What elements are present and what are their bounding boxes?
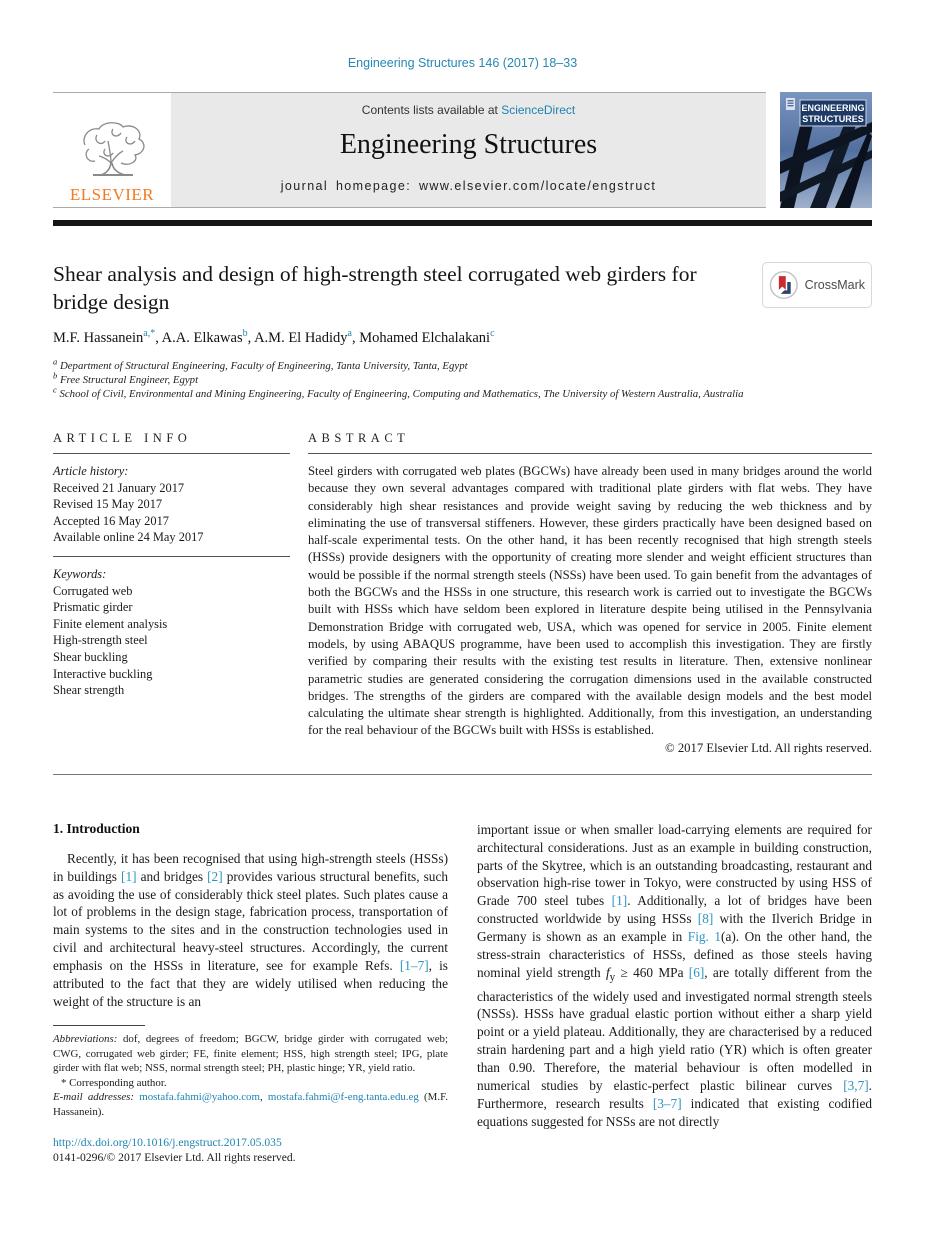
citation-ref[interactable]: [8] bbox=[697, 911, 714, 927]
keyword: Finite element analysis bbox=[53, 616, 168, 631]
abbreviations-footnote: Abbreviations: dof, degrees of freedom; BGCW, bridge girder with corrugated web; CWG, corrugated web girder; FE, finite element; HSS, high strength steel; IPG, plate girder with flat web; NSS, normal strength steel; PH, plastic hinge; YR, yield ratio. bbox=[53, 1032, 448, 1075]
elsevier-logo bbox=[53, 93, 171, 207]
header-divider-bar bbox=[53, 220, 872, 226]
journal-masthead bbox=[171, 93, 766, 207]
citation-ref[interactable]: [1–7] bbox=[399, 958, 429, 974]
email-footnote: E-mail addresses: mostafa.fahmi@yahoo.com, mostafa.fahmi@f-eng.tanta.edu.eg (M.F. Hassanein). bbox=[53, 1091, 448, 1118]
citation-ref[interactable]: [3–7] bbox=[652, 1096, 682, 1111]
issn-copyright-line: 0141-0296/© 2017 Elsevier Ltd. All rights reserved. bbox=[53, 1151, 296, 1165]
keyword: Interactive buckling bbox=[53, 666, 153, 681]
keyword: Shear buckling bbox=[53, 649, 128, 664]
keywords-block bbox=[53, 566, 290, 699]
citation-ref[interactable]: [6] bbox=[688, 965, 705, 980]
article-info-heading: ARTICLE INFO bbox=[53, 431, 192, 445]
journal-header-band bbox=[53, 92, 872, 208]
author: A.M. El Hadidy$^a$, bbox=[254, 328, 360, 346]
affiliation-list bbox=[53, 356, 872, 401]
article-history bbox=[53, 463, 290, 546]
intro-paragraph-left: Recently, it has been recognised that using high-strength steels (HSSs) in buildings [1] and bridges [2] provides various structural benefits, such as avoiding the use of considerably thick steel plates. Such plates cause a lot of problems in the design stage, fabrication process, transportation of main systems to the sites and in the construction technologies used in civil and architectural heavy-steel structures. Accordingly, the current emphasis on the HSSs in literature, see for example Refs. [1–7], is attributed to the fact that they are widely utilised when reducing the weight of the structure is an bbox=[53, 850, 448, 1009]
keyword: Prismatic girder bbox=[53, 600, 133, 615]
elsevier-wordmark: ELSEVIER bbox=[69, 185, 155, 204]
body-right-column bbox=[477, 821, 872, 1166]
citation-ref[interactable]: [3,7] bbox=[843, 1078, 869, 1094]
author: M.F. Hassanein$^{a,*}$, bbox=[53, 328, 162, 346]
article-history-label: Article history: bbox=[53, 464, 129, 478]
journal-page bbox=[53, 0, 872, 1165]
abbreviations-label: Abbreviations: bbox=[53, 1032, 118, 1045]
citation-ref[interactable]: [2] bbox=[207, 868, 223, 884]
crossmark-icon bbox=[769, 270, 799, 300]
paper-title: Shear analysis and design of high-strength steel corrugated web girders for bridge design bbox=[53, 262, 697, 314]
body-left-column bbox=[53, 821, 448, 1166]
history-item: Accepted 16 May 2017 bbox=[53, 513, 169, 528]
author: Mohamed Elchalakani$^c$ bbox=[359, 328, 495, 346]
abstract-copyright: © 2017 Elsevier Ltd. All rights reserved. bbox=[665, 740, 872, 755]
journal-cover-thumbnail bbox=[780, 92, 872, 208]
abstract-text: Steel girders with corrugated web plates (BGCWs) have already been used in many bridges around the world because they own several advantages compared with traditional plate girders with flat webs. They have considerably high shear resistances and provide weight saving by reducing the web thickness and by eliminating the use of transversal stiffeners. However, these girders practically have been designed based on half-scale experimental tests. On the other hand, it has been recently recognised that high strength steels (HSSs) provide designers with the opportunity of creating more slender and weight efficient structures than would be possible if the normal strength steels (NSSs) have been used. To gain benefit from the advantages of both the BGCWs and the HSSs in one structure, this research work is carried out to investigate the BGCWs built with HSSs which have seldom been explored in literature despite being utilised in the Pennsylvania Demonstration Bridge with corrugated web, USA, which was opened for service in 2005. Finite element models, by using ABAQUS programme, have been used to accomplish this investigation. They are firstly verified by comparing their results with the existing test results in literature. Then, extensive nonlinear parametric studies are generated considering the corrugation dimensions used in the available constructed bridges. The strengths of the girders are compared with the available design models and the best model calculating the ultimate shear strength is highlighted. Additionally, from this investigation, an understanding for the real behaviour of the BGCWs built with HSSs is established. bbox=[308, 464, 872, 738]
affiliation: $^a$ Department of Structural Engineering, Faculty of Engineering, Tanta University, Tanta, Egypt bbox=[53, 356, 468, 372]
info-abstract-section bbox=[53, 431, 872, 775]
affiliation: $^b$ Free Structural Engineer, Egypt bbox=[53, 370, 199, 386]
elsevier-tree-icon bbox=[75, 119, 149, 183]
abstract-heading: ABSTRACT bbox=[308, 431, 410, 445]
journal-title: Engineering Structures bbox=[339, 129, 598, 160]
journal-homepage-link[interactable]: journal homepage: www.elsevier.com/locate/engstruct bbox=[280, 179, 657, 193]
doi-link[interactable]: http://dx.doi.org/10.1016/j.engstruct.2017.05.035 bbox=[53, 1136, 282, 1150]
intro-paragraph-right: important issue or when smaller load-carrying elements are required for architectural considerations. Just as an example in building construction, parts of the Skytree, which is an outstanding broadcasting, restaurant and observation high-rise tower in Tokyo, were constructed by using HSS of Grade 700 steel tubes [1]. Additionally, a lot of bridges have been constructed worldwide by using HSSs [8] with the Ilverich Bridge in Germany is shown as an example in Fig. 1(a). On the other hand, the stress-strain characteristics of HSSs, defined as those steels having nominal yield strength $f_y \ge 460$ MPa [6], are totally different from the characteristics of the widely used and investigated normal strength steels (NSSs). HSSs have gradual elastic portion without either a sharp yield point or a yield plateau. Additionally, they are characterised by a reduced strain hardening part and a high yield ratio (YR) which is often greater than 0.90. Therefore, the material behaviour is often modelled in numerical studies by elastic-perfect plastic bilinear curves [3,7]. Furthermore, research results [3–7] indicated that existing codified equations suggested for NSSs are not directly bbox=[477, 821, 873, 1129]
citation-ref[interactable]: [1] bbox=[121, 868, 137, 884]
history-item: Received 21 January 2017 bbox=[53, 480, 185, 495]
cover-title-line2: STRUCTURES bbox=[802, 114, 864, 124]
keyword: Corrugated web bbox=[53, 583, 133, 598]
doi-block bbox=[53, 1135, 448, 1165]
journal-cover-image bbox=[780, 92, 872, 208]
keyword: High-strength steel bbox=[53, 633, 148, 648]
email-link-2[interactable]: mostafa.fahmi@f-eng.tanta.edu.eg bbox=[267, 1091, 419, 1104]
corresponding-author-note: * Corresponding author. bbox=[61, 1076, 167, 1089]
cover-title-line1: ENGINEERING bbox=[801, 103, 865, 113]
history-item: Revised 15 May 2017 bbox=[53, 497, 163, 512]
author: A.A. Elkawas$^b$, bbox=[161, 328, 255, 346]
history-item: Available online 24 May 2017 bbox=[53, 530, 204, 545]
sciencedirect-link[interactable]: ScienceDirect bbox=[501, 103, 576, 117]
figure-ref[interactable]: Fig. 1 bbox=[687, 929, 722, 945]
abstract-column bbox=[308, 431, 872, 756]
keywords-label: Keywords: bbox=[53, 566, 107, 581]
email-label: E-mail addresses: bbox=[53, 1091, 140, 1104]
crossmark-badge[interactable] bbox=[762, 262, 872, 308]
contents-line: Contents lists available at ScienceDirect bbox=[361, 103, 576, 117]
author-list bbox=[53, 330, 872, 347]
citation-ref[interactable]: [1] bbox=[611, 893, 628, 909]
body-columns bbox=[53, 821, 872, 1166]
section-heading-introduction: 1. Introduction bbox=[53, 820, 140, 836]
journal-citation: Engineering Structures 146 (2017) 18–33 bbox=[347, 56, 578, 70]
article-info-column bbox=[53, 431, 290, 756]
email-link-1[interactable]: mostafa.fahmi@yahoo.com bbox=[139, 1091, 260, 1104]
crossmark-label: CrossMark bbox=[804, 278, 865, 292]
keyword: Shear strength bbox=[53, 683, 125, 698]
affiliation: $^c$ School of Civil, Environmental and Mining Engineering, Faculty of Engineering, Computing and Mathematics, The University of Western Australia, Australia bbox=[53, 384, 744, 400]
footnote-divider bbox=[53, 1025, 145, 1026]
